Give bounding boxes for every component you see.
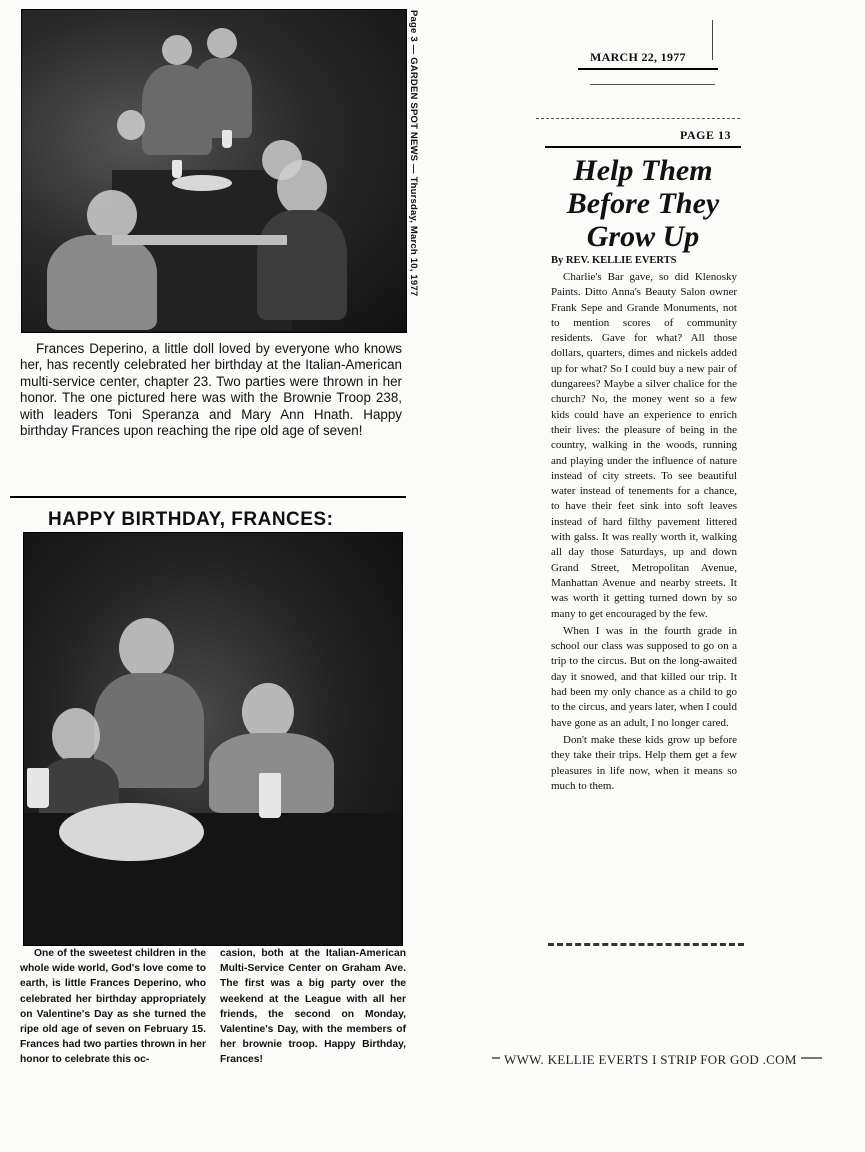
date-rule-thin: [590, 84, 715, 85]
article-date: MARCH 22, 1977: [590, 50, 686, 64]
section-rule: [10, 496, 406, 498]
article-byline: By REV. KELLIE EVERTS: [551, 255, 677, 266]
top-dash-line: [536, 118, 740, 119]
bottom-caption-col1: One of the sweetest children in the whole wide world, God's love come to earth, is little Frances Deperino, who celebrated her birthday appropriately on Valentine's Day as she turned the ripe old age of seven on February 15. Frances had two parties thrown in her honor to celebrate this oc-: [20, 948, 206, 1066]
article-body: Charlie's Bar gave, so did Klenosky Paints. Ditto Anna's Beauty Salon owner Frank Sepe and Grande Monuments, not to mention scores of community residents. Gave for what? All those dollars, quarters, dimes and nickels added up for what? So I could buy a new pair of dungarees? Maybe a silver chalice for the church? No, the money went so a few kids could have an experience to enrich their lives: the pleasure of being in the country, walking in the woods, running and playing under the influence of nature instead of city streets. To see beautiful water instead of tenements for a chance, to have their feet sink into soft leaves instead of hard filthy pavement littered with galss. It was really worth it, walking all day those Saturdays, up and down Grand Street, Metropolitan Avenue, Manhattan Avenue and nearby streets. It was worth it getting turned down by so many to get encouraged by the few. When I was in the fourth grade in school our class was supposed to go on a trip to the circus. But on the long-awaited day it snowed, and that killed our trip. It had been my only chance as a child to go to the circus, and years later, when I could have gone as an adult, I no longer cared. Don't make these kids grow up before they take their trips. Help them get a few pleasures in life now, when it means so much to them.: [551, 271, 737, 792]
article-page: PAGE 13: [680, 128, 731, 142]
bottom-dash-line: [548, 943, 744, 946]
bottom-photo: [23, 532, 403, 946]
bottom-caption-col2: casion, both at the Italian-American Multi-Service Center on Graham Ave. The first was a big party over the weekend at the League with all her friends, the second on Monday, Valentine's Day, with the members of her brownie troop. Happy Birthday, Frances!: [220, 948, 406, 1066]
date-corner-mark: [712, 20, 713, 60]
vertical-page-info: Page 3 — GARDEN SPOT NEWS — Thursday, March 10, 1977: [408, 10, 419, 297]
top-photo: [21, 9, 407, 333]
date-rule: [578, 68, 718, 70]
caption-top: Frances Deperino, a little doll loved by everyone who knows her, has recently celebrated her birthday at the Italian-American multi-service center, chapter 23. Two parties were thrown in her honor. The one pictured here was with the Brownie Troop 238, with leaders Toni Speranza and Mary Ann Hnath. Happy birthday Frances upon reaching the ripe old age of seven!: [20, 341, 402, 439]
birthday-headline: HAPPY BIRTHDAY, FRANCES:: [48, 509, 334, 530]
page-rule: [545, 146, 741, 148]
website-watermark: WWW. KELLIE EVERTS I STRIP FOR GOD .COM: [500, 1052, 801, 1068]
article-title: Help Them Before They Grow Up: [566, 154, 720, 253]
